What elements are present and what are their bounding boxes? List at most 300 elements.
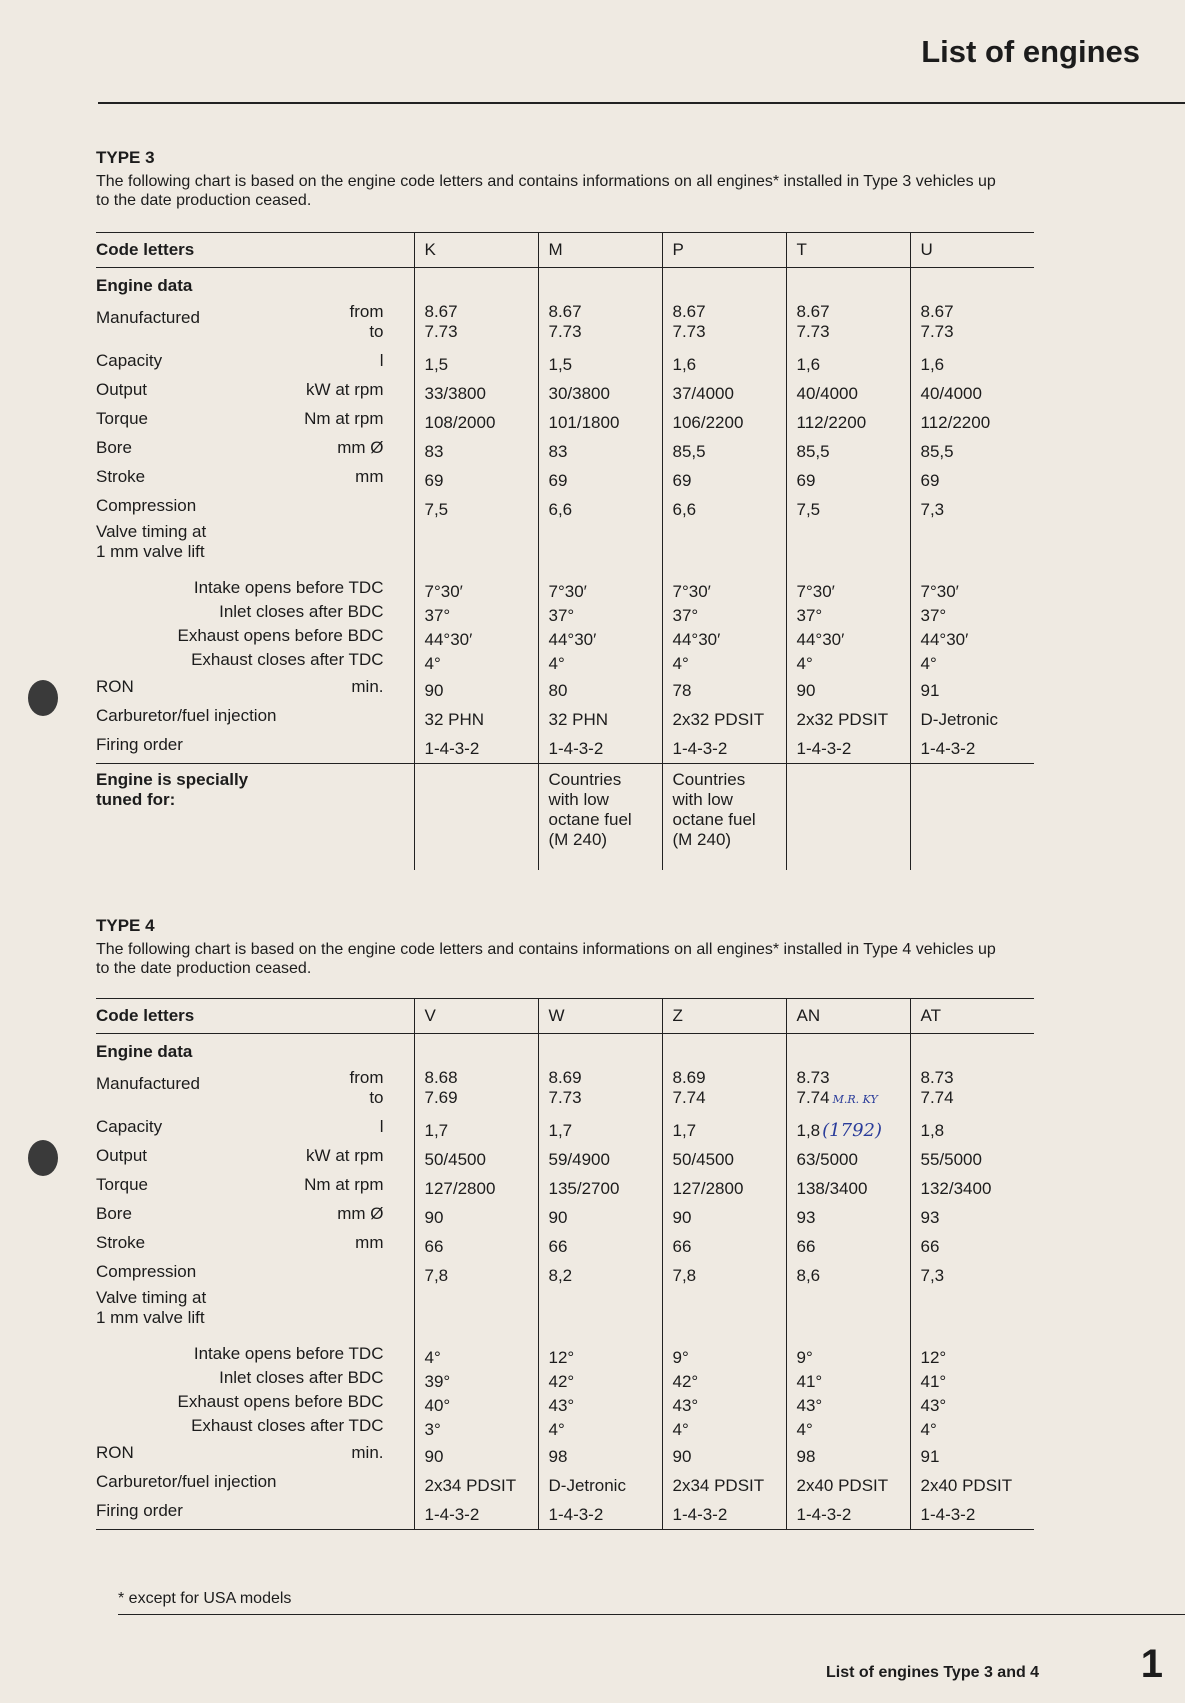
output-value: 40/4000 [796,384,858,403]
exhaust-opens-value: 43° [920,1396,947,1415]
compression-value: 7,8 [672,1266,697,1285]
carburetor-label: Carburetor/fuel injection [96,1472,277,1491]
capacity-value: 1,6 [672,355,697,374]
output-name: Output [96,1146,148,1165]
engine-column [538,1034,662,1530]
manufactured-from: 8.67 [672,302,706,321]
firing-order-value: 1-4-3-2 [796,1505,852,1524]
carburetor-label: Carburetor/fuel injection [96,706,277,725]
intake-opens-label: Intake opens before TDC [193,1344,384,1363]
output-unit: kW at rpm [306,1146,384,1165]
firing-order-value: 1-4-3-2 [920,1505,976,1524]
spacer [425,1034,538,1064]
manufactured-label [96,298,414,346]
intake-opens-value: 12° [548,1348,575,1367]
engine-column [910,1034,1034,1530]
capacity-value: 1,7 [548,1121,573,1140]
bore-value: 85,5 [796,442,830,461]
manufactured-from: 8.67 [920,302,954,321]
manufactured-to: 7.73 [548,322,582,341]
exhaust-closes-value: 4° [796,654,813,673]
ron-value: 90 [796,681,816,700]
tuned-line: Countries [672,770,746,789]
manufactured-from: 8.67 [796,302,830,321]
manufactured-value [921,1064,1035,1116]
torque-value: 108/2000 [424,413,496,432]
intake-opens-value: 7°30′ [424,582,463,601]
valve-timing-line2: 1 mm valve lift [96,1308,205,1327]
output-name: Output [96,380,148,399]
torque-value: 135/2700 [548,1179,620,1198]
valve-timing-label [96,1286,414,1342]
code-letter: AT [910,999,1034,1034]
capacity-value: 1,6 [796,355,821,374]
tuned-for-value [414,764,538,871]
carburetor-value: 2x40 PDSIT [920,1476,1013,1495]
type4-engine-table [96,998,1034,1530]
spacer [673,1290,786,1346]
ron-unit: min. [351,677,384,696]
bore-unit: mm Ø [337,438,384,457]
code-letters-row [96,233,1034,268]
torque-name: Torque [96,1175,148,1194]
inlet-closes-value: 37° [796,606,823,625]
capacity-value: 1,5 [548,355,573,374]
torque-value: 112/2200 [920,413,991,432]
exhaust-closes-value: 4° [672,654,689,673]
ron-value: 91 [920,681,940,700]
inlet-closes-value: 42° [548,1372,575,1391]
ron-name: RON [96,1443,134,1462]
stroke-value: 69 [920,471,940,490]
from-to-labels [350,298,384,342]
capacity-label [96,346,414,375]
bore-value: 90 [548,1208,568,1227]
stroke-value: 69 [672,471,692,490]
ron-value: 91 [920,1447,940,1466]
inlet-closes-label: Inlet closes after BDC [219,602,384,621]
output-value: 59/4900 [548,1150,610,1169]
torque-value: 106/2200 [672,413,744,432]
spacer [797,1290,910,1346]
spacer [549,1290,662,1346]
page-title: List of engines [921,34,1140,69]
capacity-name: Capacity [96,1117,163,1136]
compression-value: 8,2 [548,1266,573,1285]
from-to-labels [350,1064,384,1108]
carburetor-value: D-Jetronic [548,1476,626,1495]
compression-value: 7,8 [424,1266,449,1285]
firing-order-value: 1-4-3-2 [548,739,604,758]
carburetor-value: 2x40 PDSIT [796,1476,889,1495]
carburetor-value: 2x34 PDSIT [424,1476,517,1495]
footnote: * except for USA models [118,1590,292,1607]
manufactured-from: 8.68 [424,1068,458,1087]
output-value: 30/3800 [548,384,610,403]
tuned-line1: Engine is specially [96,770,249,789]
bore-value: 85,5 [920,442,954,461]
ron-name: RON [96,677,134,696]
inlet-closes-value: 37° [548,606,575,625]
inlet-closes-value: 37° [672,606,699,625]
manufactured-value [549,1064,662,1116]
stroke-value: 66 [672,1237,692,1256]
inlet-closes-value: 37° [920,606,947,625]
torque-value: 138/3400 [796,1179,868,1198]
output-value: 50/4500 [672,1150,734,1169]
exhaust-opens-value: 44°30′ [672,630,721,649]
engine-data-body [96,268,1034,764]
valve-timing-line1: Valve timing at [96,522,207,541]
intake-opens-value: 4° [424,1348,441,1367]
type4-intro: The following chart is based on the engine code letters and contains informations on all engines* installed in Type 4 vehicles up to the date production ceased. [96,941,996,977]
ron-value: 90 [672,1447,692,1466]
firing-order-value: 1-4-3-2 [796,739,852,758]
compression-value: 6,6 [672,500,697,519]
from-label: from [349,302,384,321]
tuned-line: octane fuel [672,810,756,829]
type4-title: TYPE 4 [96,916,155,935]
manufactured-text: Manufactured [96,308,200,327]
code-letters-row [96,999,1034,1034]
carburetor-value: 2x34 PDSIT [672,1476,765,1495]
torque-unit: Nm at rpm [304,409,384,428]
tuned-for-value [538,764,662,871]
spacer [549,524,662,580]
manufactured-from: 8.73 [920,1068,954,1087]
engine-column [414,1034,538,1530]
intake-opens-value: 9° [672,1348,689,1367]
capacity-value: 1,8 [920,1121,945,1140]
code-letter: AN [786,999,910,1034]
ron-value: 78 [672,681,692,700]
manufactured-value [673,298,786,350]
spacer [425,524,538,580]
stroke-name: Stroke [96,467,146,486]
code-letter: P [662,233,786,268]
spacer [797,524,910,580]
engine-column [538,268,662,764]
code-letters-label: Code letters [96,999,414,1034]
from-label: from [349,1068,384,1087]
exhaust-closes-value: 4° [548,654,565,673]
carburetor-value: 2x32 PDSIT [796,710,889,729]
output-unit: kW at rpm [306,380,384,399]
carburetor-value: D-Jetronic [920,710,998,729]
code-letter: T [786,233,910,268]
code-letter: Z [662,999,786,1034]
manufactured-to: 7.74 M.R. KY [796,1088,878,1107]
exhaust-closes-label: Exhaust closes after TDC [191,650,384,669]
manufactured-value [425,1064,538,1116]
engine-column [910,268,1034,764]
torque-label [96,1170,414,1199]
engine-column [786,268,910,764]
stroke-value: 69 [796,471,816,490]
footer-rule [118,1614,1185,1615]
torque-value: 132/3400 [920,1179,992,1198]
bore-value: 83 [548,442,568,461]
ron-value: 90 [424,1447,444,1466]
manufactured-from: 8.67 [548,302,582,321]
footer-label: List of engines Type 3 and 4 [826,1664,1040,1681]
torque-value: 127/2800 [672,1179,744,1198]
engine-data-label: Engine data [96,276,193,295]
compression-value: 7,5 [796,500,821,519]
bore-value: 85,5 [672,442,706,461]
row-labels [96,1034,414,1530]
torque-value: 127/2800 [424,1179,496,1198]
engine-column [662,1034,786,1530]
binder-hole [28,680,58,716]
exhaust-closes-value: 4° [920,654,937,673]
bore-unit: mm Ø [337,1204,384,1223]
manufactured-to: 7.73 [548,1088,582,1107]
compression-value: 7,3 [920,1266,945,1285]
inlet-closes-value: 41° [796,1372,823,1391]
firing-order-value: 1-4-3-2 [920,739,976,758]
intake-opens-value: 7°30′ [796,582,835,601]
exhaust-opens-value: 44°30′ [796,630,845,649]
firing-order-value: 1-4-3-2 [672,1505,728,1524]
spacer [797,1034,910,1064]
output-value: 55/5000 [920,1150,982,1169]
to-label: to [369,322,384,341]
tuned-line: with low [672,790,733,809]
exhaust-opens-label: Exhaust opens before BDC [177,1392,384,1411]
type3-engine-table [96,232,1034,870]
capacity-unit: l [379,351,384,370]
stroke-value: 69 [424,471,444,490]
code-letter: K [414,233,538,268]
spacer [921,1034,1035,1064]
engine-column [414,268,538,764]
stroke-unit: mm [355,1233,384,1252]
spacer [921,524,1035,580]
intake-opens-value: 9° [796,1348,813,1367]
stroke-value: 66 [424,1237,444,1256]
output-value: 63/5000 [796,1150,858,1169]
bore-value: 93 [796,1208,816,1227]
stroke-value: 66 [548,1237,568,1256]
binder-hole [28,1140,58,1176]
capacity-value: 1,7 [672,1121,697,1140]
tuned-line: Countries [548,770,622,789]
valve-timing-label [96,520,414,576]
intake-opens-value: 12° [920,1348,947,1367]
manufactured-value [425,298,538,350]
manufactured-value [549,298,662,350]
firing-order-label: Firing order [96,735,183,754]
type3-title: TYPE 3 [96,148,155,167]
firing-order-value: 1-4-3-2 [424,1505,480,1524]
manufactured-to: 7.73 [672,322,706,341]
capacity-value: 1,5 [424,355,449,374]
exhaust-closes-value: 4° [920,1420,937,1439]
inlet-closes-label: Inlet closes after BDC [219,1368,384,1387]
handwritten-note: M.R. KY [832,1093,878,1106]
stroke-unit: mm [355,467,384,486]
carburetor-value: 32 PHN [548,710,609,729]
spacer [425,1290,538,1346]
manufactured-value [797,1064,910,1116]
firing-order-value: 1-4-3-2 [548,1505,604,1524]
exhaust-opens-value: 44°30′ [920,630,969,649]
manufactured-text: Manufactured [96,1074,200,1093]
compression-value: 6,6 [548,500,573,519]
ron-value: 98 [796,1447,816,1466]
capacity-value: 1,7 [424,1121,449,1140]
ron-value: 90 [424,681,444,700]
stroke-value: 66 [796,1237,816,1256]
manufactured-label [96,1064,414,1112]
code-letter: W [538,999,662,1034]
spacer [549,1034,662,1064]
manufactured-to: 7.74 [672,1088,706,1107]
manufactured-from: 8.73 [796,1068,830,1087]
manufactured-from: 8.69 [672,1068,706,1087]
tuned-line: (M 240) [548,830,608,849]
manufactured-value [673,1064,786,1116]
exhaust-closes-value: 3° [424,1420,441,1439]
code-letters-label: Code letters [96,233,414,268]
header-rule [98,102,1185,104]
spacer [673,524,786,580]
inlet-closes-value: 41° [920,1372,947,1391]
tuned-for-row [96,764,1034,871]
output-value: 50/4500 [424,1150,486,1169]
torque-name: Torque [96,409,148,428]
output-value: 40/4000 [920,384,982,403]
spacer [673,1034,786,1064]
bore-name: Bore [96,1204,132,1223]
capacity-value: 1,6 [920,355,945,374]
manufactured-to: 7.69 [424,1088,458,1107]
torque-unit: Nm at rpm [304,1175,384,1194]
tuned-for-value [786,764,910,871]
bore-value: 90 [672,1208,692,1227]
manufactured-value [797,298,910,350]
code-letter: U [910,233,1034,268]
capacity-value: 1,8 (1792) [796,1120,882,1141]
capacity-label [96,1112,414,1141]
tuned-for-label [96,764,414,871]
bore-value: 90 [424,1208,444,1227]
handwritten-note: (1792) [822,1120,882,1141]
spacer [425,268,538,298]
compression-label: Compression [96,496,197,515]
manufactured-from: 8.69 [548,1068,582,1087]
exhaust-opens-value: 40° [424,1396,451,1415]
tuned-line: octane fuel [548,810,632,829]
torque-value: 101/1800 [548,413,620,432]
bore-label [96,1199,414,1228]
manufactured-to: 7.73 [796,322,830,341]
manufactured-from: 8.67 [424,302,458,321]
exhaust-closes-value: 4° [424,654,441,673]
exhaust-opens-value: 43° [548,1396,575,1415]
ron-value: 80 [548,681,568,700]
to-label: to [369,1088,384,1107]
row-labels [96,268,414,764]
output-value: 33/3800 [424,384,486,403]
spacer [921,1290,1035,1346]
code-letter: M [538,233,662,268]
type3-intro: The following chart is based on the engine code letters and contains informations on all engines* installed in Type 3 vehicles up to the date production ceased. [96,173,996,209]
output-value: 37/4000 [672,384,734,403]
firing-order-label: Firing order [96,1501,183,1520]
exhaust-closes-value: 4° [548,1420,565,1439]
exhaust-opens-value: 44°30′ [548,630,597,649]
ron-label [96,672,414,701]
stroke-label [96,462,414,491]
output-label [96,1141,414,1170]
carburetor-value: 32 PHN [424,710,485,729]
exhaust-closes-label: Exhaust closes after TDC [191,1416,384,1435]
valve-timing-line2: 1 mm valve lift [96,542,205,561]
output-label [96,375,414,404]
intake-opens-value: 7°30′ [920,582,959,601]
capacity-name: Capacity [96,351,163,370]
compression-label: Compression [96,1262,197,1281]
bore-value: 83 [424,442,444,461]
torque-label [96,404,414,433]
manufactured-to: 7.73 [424,322,458,341]
exhaust-opens-label: Exhaust opens before BDC [177,626,384,645]
engine-data-label: Engine data [96,1042,193,1061]
code-letter: V [414,999,538,1034]
bore-label [96,433,414,462]
ron-label [96,1438,414,1467]
manufactured-to: 7.73 [920,322,954,341]
inlet-closes-value: 39° [424,1372,451,1391]
firing-order-value: 1-4-3-2 [424,739,480,758]
inlet-closes-value: 37° [424,606,451,625]
engine-column [786,1034,910,1530]
stroke-value: 66 [920,1237,940,1256]
tuned-for-value [910,764,1034,871]
capacity-unit: l [379,1117,384,1136]
intake-opens-value: 7°30′ [548,582,587,601]
tuned-for-value [662,764,786,871]
valve-timing-line1: Valve timing at [96,1288,207,1307]
spacer [673,268,786,298]
exhaust-opens-value: 44°30′ [424,630,473,649]
page-number: 1 [1140,1642,1163,1686]
tuned-line: (M 240) [672,830,732,849]
bore-name: Bore [96,438,132,457]
spacer [921,268,1035,298]
stroke-label [96,1228,414,1257]
exhaust-opens-value: 43° [796,1396,823,1415]
ron-value: 98 [548,1447,568,1466]
compression-value: 7,5 [424,500,449,519]
stroke-name: Stroke [96,1233,146,1252]
inlet-closes-value: 42° [672,1372,699,1391]
firing-order-value: 1-4-3-2 [672,739,728,758]
tuned-line: with low [548,790,609,809]
bore-value: 93 [920,1208,940,1227]
ron-unit: min. [351,1443,384,1462]
tuned-line2: tuned for: [96,790,176,809]
manufactured-to: 7.74 [920,1088,954,1107]
exhaust-closes-value: 4° [796,1420,813,1439]
intake-opens-value: 7°30′ [672,582,711,601]
torque-value: 112/2200 [796,413,867,432]
carburetor-value: 2x32 PDSIT [672,710,765,729]
exhaust-opens-value: 43° [672,1396,699,1415]
intake-opens-label: Intake opens before TDC [193,578,384,597]
